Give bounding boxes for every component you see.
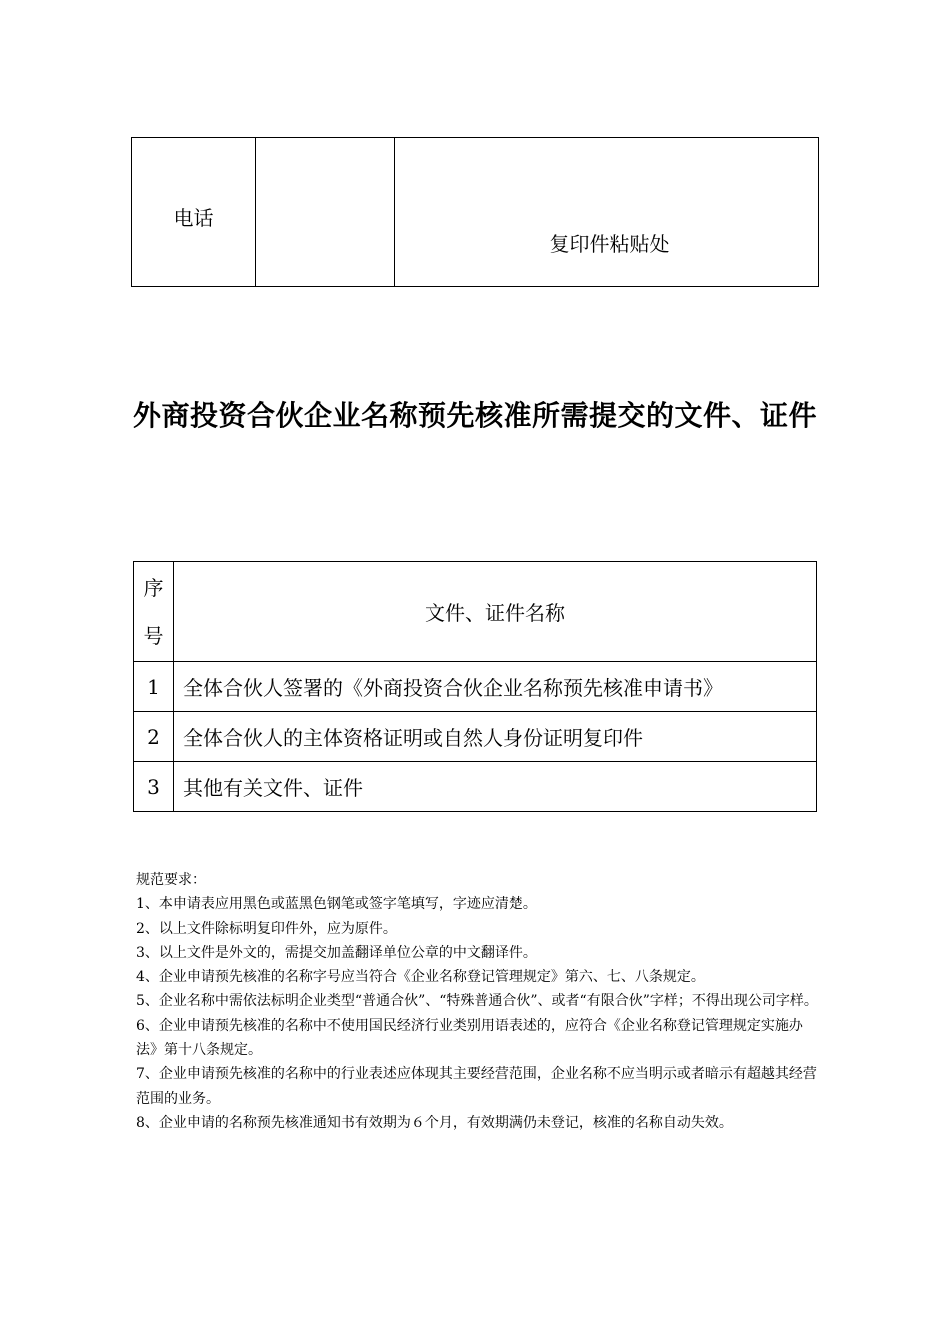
table-row — [134, 712, 817, 762]
requirement-item: 4、企业申请预先核准的名称字号应当符合《企业名称登记管理规定》第六、七、八条规定。 — [136, 969, 705, 986]
requirement-item: 5、企业名称中需依法标明企业类型“普通合伙”、“特殊普通合伙”、或者“有限合伙”字样；不得出现公司字样。 — [136, 993, 818, 1010]
phone-value-cell[interactable] — [256, 138, 395, 287]
document-title: 外商投资合伙企业名称预先核准所需提交的文件、证件 — [132, 399, 817, 432]
table-row — [134, 762, 817, 812]
requirement-item: 7、企业申请预先核准的名称中的行业表述应体现其主要经营范围，企业名称不应当明示或者暗示有超越其经营范围的业务。 — [136, 1066, 817, 1107]
row-name: 其他有关文件、证件 — [174, 762, 817, 812]
row-name: 全体合伙人的主体资格证明或自然人身份证明复印件 — [174, 712, 817, 762]
requirement-item: 1、本申请表应用黑色或蓝黑色钢笔或签字笔填写，字迹应清楚。 — [136, 896, 537, 913]
copy-paste-area — [395, 138, 819, 287]
row-seq: 2 — [134, 712, 174, 762]
name-header: 文件、证件名称 — [174, 562, 817, 662]
contact-table — [131, 137, 819, 287]
seq-header — [134, 562, 174, 662]
requirements-section — [136, 868, 821, 1135]
row-name: 全体合伙人签署的《外商投资合伙企业名称预先核准申请书》 — [174, 662, 817, 712]
phone-label-cell — [132, 138, 256, 287]
requirements-heading: 规范要求： — [136, 872, 206, 888]
requirement-item: 3、以上文件是外文的，需提交加盖翻译单位公章的中文翻译件。 — [136, 944, 537, 961]
requirement-item: 6、企业申请预先核准的名称中不使用国民经济行业类别用语表述的，应符合《企业名称登记管理规定实施办法》第十八条规定。 — [136, 1017, 803, 1059]
requirement-item: 2、以上文件除标明复印件外，应为原件。 — [136, 920, 397, 937]
table-header-row — [134, 562, 817, 662]
phone-label: 电话 — [173, 206, 214, 230]
seq-header-label: 序号 — [143, 576, 164, 648]
table-row — [134, 662, 817, 712]
required-documents-table — [133, 561, 817, 812]
requirement-item: 8、企业申请的名称预先核准通知书有效期为６个月，有效期满仍未登记，核准的名称自动失效。 — [136, 1114, 733, 1131]
copy-paste-label: 复印件粘贴处 — [549, 232, 670, 256]
row-seq: 3 — [134, 762, 174, 812]
row-seq: 1 — [134, 662, 174, 712]
